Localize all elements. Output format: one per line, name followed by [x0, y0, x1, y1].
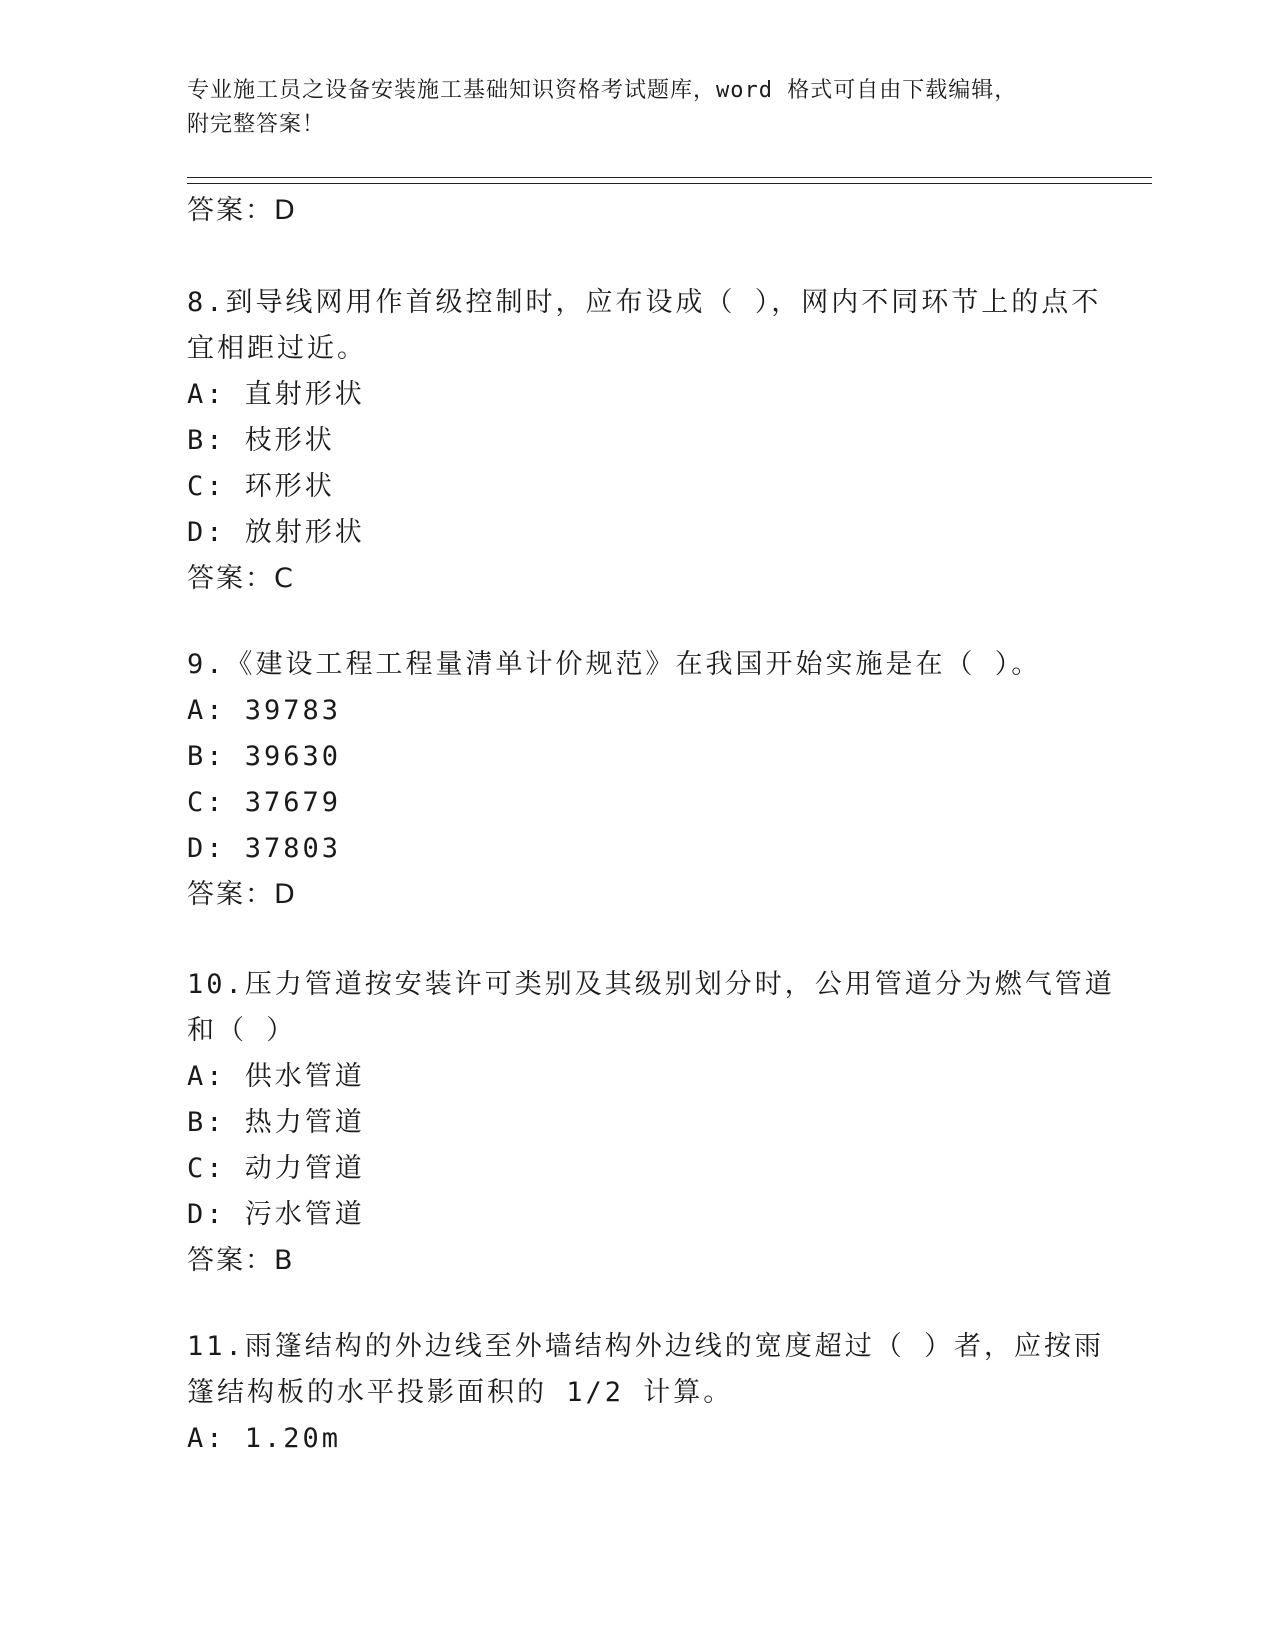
question-text: 和（ ）: [187, 1015, 297, 1046]
option-d: D: 37803: [187, 833, 342, 864]
answer-label: 答案：B: [187, 1245, 295, 1276]
header-line-2: 附完整答案！: [187, 112, 326, 137]
option-a: A: 直射形状: [187, 379, 365, 410]
option-a: A: 39783: [187, 695, 342, 726]
option-d: D: 放射形状: [187, 517, 365, 548]
question-text: 11.雨篷结构的外边线至外墙结构外边线的宽度超过（ ）者，应按雨: [187, 1331, 1105, 1362]
header-divider-bottom: [187, 183, 1152, 184]
document-header: [187, 74, 1067, 142]
answer-label: 答案：C: [187, 563, 295, 594]
option-b: B: 39630: [187, 741, 342, 772]
option-a: A: 1.20m: [187, 1423, 342, 1454]
option-d: D: 污水管道: [187, 1199, 365, 1230]
previous-answer: [187, 188, 1087, 234]
question-9: [187, 642, 1087, 918]
question-text: 10.压力管道按安装许可类别及其级别划分时，公用管道分为燃气管道: [187, 969, 1115, 1000]
question-text: 8.到导线网用作首级控制时，应布设成（ ），网内不同环节上的点不: [187, 287, 1102, 318]
option-c: C: 动力管道: [187, 1153, 365, 1184]
option-b: B: 热力管道: [187, 1107, 365, 1138]
question-11: [187, 1324, 1105, 1462]
option-b: B: 枝形状: [187, 425, 335, 456]
question-10: [187, 962, 1115, 1284]
question-text: 篷结构板的水平投影面积的 1/2 计算。: [187, 1377, 734, 1408]
header-divider-top: [187, 177, 1152, 178]
question-text: 宜相距过近。: [187, 333, 367, 364]
option-c: C: 37679: [187, 787, 342, 818]
question-8: [187, 280, 1102, 602]
answer-label: 答案：D: [187, 879, 297, 910]
question-text: 9.《建设工程工程量清单计价规范》在我国开始实施是在（ ）。: [187, 649, 1042, 680]
header-line-1: 专业施工员之设备安装施工基础知识资格考试题库，word 格式可自由下载编辑，: [187, 78, 1018, 103]
option-c: C: 环形状: [187, 471, 335, 502]
answer-label: 答案：D: [187, 195, 297, 226]
option-a: A: 供水管道: [187, 1061, 365, 1092]
